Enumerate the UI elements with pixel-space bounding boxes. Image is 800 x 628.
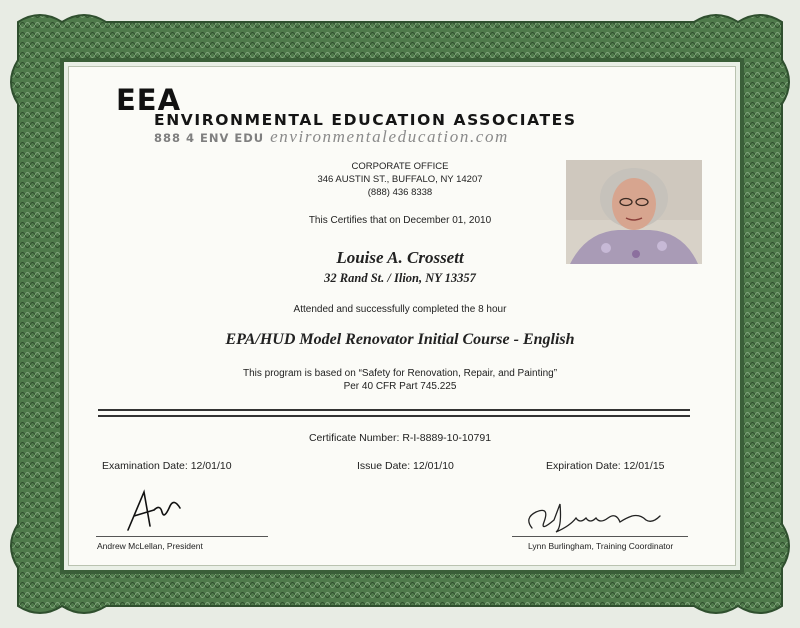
corporate-office-block bbox=[250, 160, 550, 199]
recipient-name: Louise A. Crossett bbox=[336, 248, 464, 267]
office-address: 346 AUSTIN ST., BUFFALO, NY 14207 bbox=[317, 174, 483, 185]
company-website: environmentaleducation.com bbox=[270, 127, 509, 146]
expiration-date: Expiration Date: 12/01/15 bbox=[546, 460, 665, 472]
signature-line-right bbox=[512, 536, 688, 537]
signer-left-name: Andrew McLellan, President bbox=[97, 541, 203, 551]
program-line-1: This program is based on “Safety for Renovation, Repair, and Painting” bbox=[242, 368, 558, 379]
office-phone: (888) 436 8338 bbox=[367, 187, 433, 198]
logo-text: EEA bbox=[116, 83, 182, 117]
recipient-address: 32 Rand St. / Ilion, NY 13357 bbox=[324, 271, 476, 285]
company-phone: 888 4 ENV EDU bbox=[154, 131, 265, 145]
office-label: CORPORATE OFFICE bbox=[351, 161, 449, 172]
program-line-2: Per 40 CFR Part 745.225 bbox=[343, 381, 457, 392]
course-title: EPA/HUD Model Renovator Initial Course - English bbox=[225, 331, 575, 348]
company-contact-line bbox=[154, 127, 509, 147]
divider-top bbox=[98, 409, 690, 411]
company-name: ENVIRONMENTAL EDUCATION ASSOCIATES bbox=[154, 111, 577, 129]
signature-lynn bbox=[520, 498, 670, 540]
signer-right-name: Lynn Burlingham, Training Coordinator bbox=[528, 541, 674, 551]
issue-date: Issue Date: 12/01/10 bbox=[357, 460, 454, 472]
signature-line-left bbox=[96, 536, 268, 537]
certifies-text: This Certifies that on December 01, 2010 bbox=[308, 215, 492, 226]
recipient-photo bbox=[566, 160, 702, 264]
divider-bottom bbox=[98, 415, 690, 417]
certificate-number: Certificate Number: R-I-8889-10-10791 bbox=[308, 432, 492, 444]
signature-andrew bbox=[120, 486, 190, 538]
examination-date: Examination Date: 12/01/10 bbox=[102, 460, 232, 472]
attended-text: Attended and successfully completed the 8 hour bbox=[293, 304, 507, 315]
